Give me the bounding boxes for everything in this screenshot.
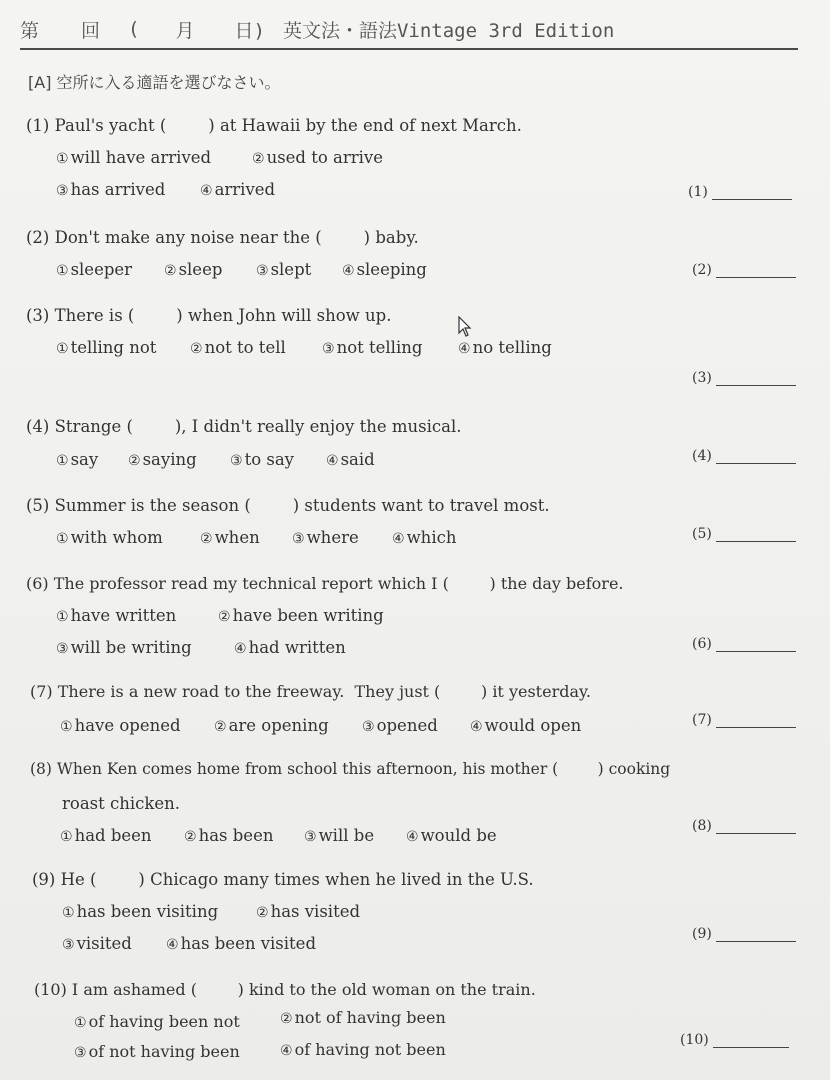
question-8-option-2[interactable]: ② has been	[184, 826, 274, 845]
header-title: 英文法・語法Vintage 3rd Edition	[282, 19, 615, 42]
question-9-text: (9) He ( ) Chicago many times when he lived in the U.S.	[32, 870, 534, 889]
header-dai: 第	[20, 19, 40, 42]
question-5-option-4[interactable]: ④ which	[392, 528, 457, 547]
question-2-text: (2) Don't make any noise near the ( ) baby.	[26, 228, 419, 247]
question-10-option-4[interactable]: ④ of having not been	[280, 1040, 446, 1059]
question-4-option-2[interactable]: ② saying	[128, 450, 197, 469]
question-8-option-1[interactable]: ① had been	[60, 826, 152, 845]
question-3-option-2[interactable]: ② not to tell	[190, 338, 286, 357]
question-1-option-1[interactable]: ① will have arrived	[56, 148, 212, 167]
question-1-option-2[interactable]: ② used to arrive	[252, 148, 384, 167]
question-8-option-4[interactable]: ④ would be	[406, 826, 497, 845]
question-10-option-1[interactable]: ① of having been not	[74, 1012, 240, 1031]
header-month: 月	[175, 19, 195, 42]
question-10-option-2[interactable]: ② not of having been	[280, 1008, 446, 1027]
question-4-text: (4) Strange ( ), I didn't really enjoy the musical.	[26, 417, 462, 436]
question-1-option-3[interactable]: ③ has arrived	[56, 180, 166, 199]
question-6-option-3[interactable]: ③ will be writing	[56, 638, 192, 657]
question-10-text: (10) I am ashamed ( ) kind to the old woman on the train.	[34, 980, 536, 999]
question-7-option-3[interactable]: ③ opened	[362, 716, 438, 735]
answer-blank-2[interactable]: (2)	[692, 262, 796, 278]
question-3-option-3[interactable]: ③ not telling	[322, 338, 423, 357]
answer-blank-1[interactable]: (1)	[688, 184, 792, 200]
question-3-text: (3) There is ( ) when John will show up.	[26, 306, 392, 325]
header-day: 日)	[234, 19, 265, 42]
answer-blank-5[interactable]: (5)	[692, 526, 796, 542]
question-2-option-2[interactable]: ② sleep	[164, 260, 223, 279]
question-1-option-4[interactable]: ④ arrived	[200, 180, 276, 199]
answer-blank-6[interactable]: (6)	[692, 636, 796, 652]
question-2-option-1[interactable]: ① sleeper	[56, 260, 133, 279]
question-9-option-3[interactable]: ③ visited	[62, 934, 132, 953]
question-5-option-2[interactable]: ② when	[200, 528, 260, 547]
question-7-option-4[interactable]: ④ would open	[470, 716, 582, 735]
worksheet-header	[20, 12, 800, 46]
mouse-pointer-icon	[458, 316, 472, 338]
question-3-option-4[interactable]: ④ no telling	[458, 338, 552, 357]
question-6-option-2[interactable]: ② have been writing	[218, 606, 384, 625]
question-5-text: (5) Summer is the season ( ) students want to travel most.	[26, 496, 550, 515]
answer-blank-8[interactable]: (8)	[692, 818, 796, 834]
question-5-option-1[interactable]: ① with whom	[56, 528, 163, 547]
question-3-option-1[interactable]: ① telling not	[56, 338, 157, 357]
question-7-option-2[interactable]: ② are opening	[214, 716, 329, 735]
question-4-option-3[interactable]: ③ to say	[230, 450, 294, 469]
question-8-option-3[interactable]: ③ will be	[304, 826, 375, 845]
answer-blank-4[interactable]: (4)	[692, 448, 796, 464]
question-2-option-3[interactable]: ③ slept	[256, 260, 312, 279]
question-2-option-4[interactable]: ④ sleeping	[342, 260, 427, 279]
header-rule	[20, 48, 798, 50]
question-5-option-3[interactable]: ③ where	[292, 528, 359, 547]
question-9-option-2[interactable]: ② has visited	[256, 902, 361, 921]
answer-blank-7[interactable]: (7)	[692, 712, 796, 728]
question-9-option-4[interactable]: ④ has been visited	[166, 934, 317, 953]
question-8-text: (8) When Ken comes home from school this afternoon, his mother ( ) cooking	[30, 760, 671, 778]
answer-blank-9[interactable]: (9)	[692, 926, 796, 942]
question-4-option-4[interactable]: ④ said	[326, 450, 375, 469]
answer-blank-10[interactable]: (10)	[680, 1032, 789, 1048]
question-10-option-3[interactable]: ③ of not having been	[74, 1042, 240, 1061]
header-paren: (	[128, 18, 140, 40]
question-1-text: (1) Paul's yacht ( ) at Hawaii by the end of next March.	[26, 116, 522, 135]
question-6-option-4[interactable]: ④ had written	[234, 638, 346, 657]
question-8-text-continued: roast chicken.	[62, 794, 181, 813]
question-9-option-1[interactable]: ① has been visiting	[62, 902, 219, 921]
section-instruction: [A] 空所に入る適語を選びなさい。	[28, 73, 281, 92]
header-kai: 回	[81, 19, 101, 42]
question-4-option-1[interactable]: ① say	[56, 450, 99, 469]
question-7-option-1[interactable]: ① have opened	[60, 716, 181, 735]
question-6-option-1[interactable]: ① have written	[56, 606, 177, 625]
question-7-text: (7) There is a new road to the freeway. They just ( ) it yesterday.	[30, 682, 591, 701]
answer-blank-3[interactable]: (3)	[692, 370, 796, 386]
question-6-text: (6) The professor read my technical report which I ( ) the day before.	[26, 574, 624, 593]
